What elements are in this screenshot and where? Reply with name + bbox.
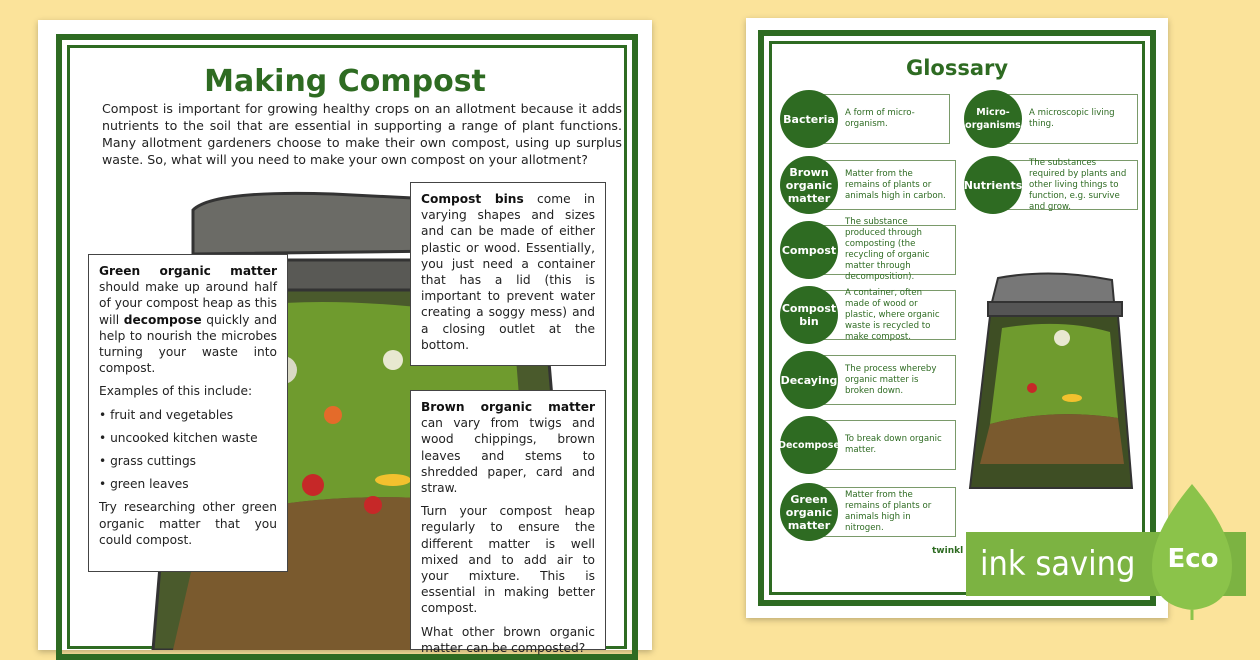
green-box-text: should make up around half of your compost heap as this will [99, 280, 277, 327]
glossary-term: Micro-organisms [964, 90, 1022, 148]
bins-box-text: come in varying shapes and sizes and can be made of either plastic or wood. Essentially, you just need a container that has a lid (this is important to prevent water creating a soggy mess) and a closing outlet at the bottom. [421, 192, 595, 352]
bins-box-heading: Compost bins [421, 192, 524, 206]
glossary-title: Glossary [905, 56, 1009, 80]
glossary-definition: A container, often made of wood or plastic, where organic waste is recycled to make compost. [808, 290, 956, 340]
glossary-item-nutrients [964, 156, 1138, 214]
glossary-item-green-organic-matter [780, 483, 956, 541]
glossary-page [746, 18, 1168, 618]
example-item: • fruit and vegetables [99, 407, 234, 422]
glossary-definition: The substances required by plants and other living things to function, e.g. survive and grow. [992, 160, 1138, 210]
compost-bins-box [410, 182, 606, 366]
brown-box-para-3: What other brown organic matter can be composted? [421, 624, 595, 655]
glossary-item-bacteria [780, 90, 950, 148]
glossary-definition: Matter from the remains of plants or animals high in nitrogen. [808, 487, 956, 537]
example-item: • green leaves [99, 477, 189, 492]
glossary-item-brown-organic-matter [780, 156, 956, 214]
glossary-item-decaying [780, 351, 956, 409]
brown-box-text: can vary from twigs and wood chippings, brown leaves and stems to shredded paper, card and straw. [421, 416, 595, 496]
glossary-term: Decompose [780, 416, 838, 474]
glossary-item-compost [780, 217, 956, 282]
green-box-text-2: quickly and help to nourish the microbes turning your waste into compost. [99, 312, 277, 376]
banner-text: ink saving [980, 544, 1136, 584]
brown-organic-matter-box [410, 390, 606, 655]
glossary-term: Nutrients [964, 156, 1022, 214]
example-item: • uncooked kitchen waste [99, 430, 258, 445]
green-organic-matter-box [88, 254, 288, 572]
glossary-term: Compost bin [780, 286, 838, 344]
compost-bin-small-illustration [962, 268, 1142, 508]
green-box-heading: Green organic matter [99, 264, 277, 278]
example-item: • grass cuttings [99, 454, 197, 469]
glossary-term: Brown organic matter [780, 156, 838, 214]
glossary-term: Compost [780, 221, 838, 279]
glossary-definition: The process whereby organic matter is broken down. [808, 355, 956, 405]
glossary-definition: Matter from the remains of plants or animals high in carbon. [808, 160, 956, 210]
glossary-item-decompose [780, 416, 956, 474]
brown-box-heading: Brown organic matter [421, 400, 595, 414]
making-compost-page [38, 20, 652, 655]
glossary-term: Green organic matter [780, 483, 838, 541]
glossary-definition: A form of micro-organism. [808, 94, 950, 144]
eco-badge-text: Eco [1167, 544, 1219, 574]
page-title: Making Compost [204, 64, 486, 99]
glossary-item-compost-bin [780, 286, 956, 344]
twinkl-logo: twinkl [932, 546, 964, 556]
glossary-definition: A microscopic living thing. [992, 94, 1138, 144]
glossary-term: Bacteria [780, 90, 838, 148]
glossary-definition: To break down organic matter. [808, 420, 956, 470]
brown-box-para-2: Turn your compost heap regularly to ensure the different matter is well mixed and to add air to your mixture. This is essential in making better compost. [421, 504, 595, 616]
glossary-term: Decaying [780, 351, 838, 409]
green-box-bold: decompose [123, 312, 202, 327]
glossary-item-micro-organisms [964, 90, 1138, 148]
green-box-closing: Try researching other green organic matter that you could compost. [99, 500, 277, 547]
intro-paragraph: Compost is important for growing healthy crops on an allotment because it adds nutrients to the soil that are essential in supporting a range of plant functions. Many allotment gardeners choose to make their own compost, using up surplus waste. So, what will you need to make your own compost on your allotment? [102, 101, 622, 167]
glossary-definition: The substance produced through composting (the recycling of organic matter through decomposition). [808, 225, 956, 275]
examples-title: Examples of this include: [99, 384, 253, 399]
